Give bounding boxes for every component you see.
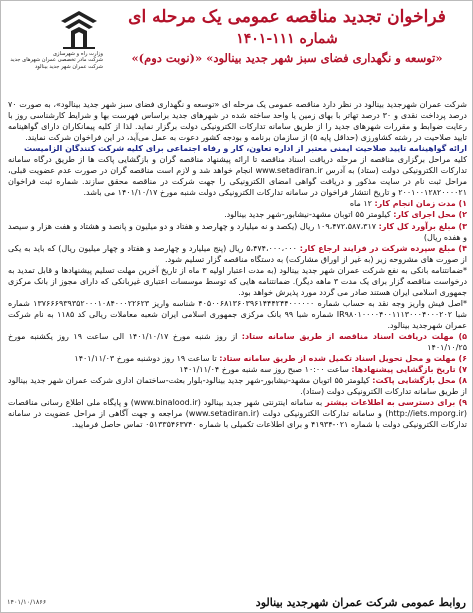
item-opening-place (8, 375, 467, 397)
signature: روابط عمومی شرکت عمران شهرجدید بینالود (255, 596, 466, 609)
item-text: ۱۲ ماه (349, 199, 375, 209)
item-submission-deadline (8, 353, 467, 364)
item-text: ساعت ۱۰:۰۰ صبح روز سه شنبه مورخ ۱۴۰۱/۱۱/۰۴ (179, 365, 352, 375)
item-label: ۴) مبلغ سپرده شرکت در فرایند ارجاع کار: (299, 243, 467, 253)
header (1, 1, 473, 99)
safety-notice: ارائه گواهینامه تایید صلاحیت ایمنی معتبر از اداره تعاون، کار و رفاه اجتماعی برای کلیه شرکت کنندگان الزامیست (23, 144, 467, 154)
item-bank-guarantee (8, 265, 467, 298)
title-block (105, 5, 469, 67)
item-label: ۱) مدت زمان انجام کار: (374, 199, 467, 209)
item-doc-deadline (8, 331, 467, 353)
item-text: *ضمانتنامه بانکی به نفع شرکت عمران شهر جدید بینالود (به مدت اعتبار اولیه ۳ ماه از تاریخ آخرین مهلت تسلیم پیشنهادها و قابل تمدید به درخواست مناقصه گزار برای یک مدت ۳ ماهه دیگر). ضمانتنامه هایی که توسط موسسات اعتباری غیربانکی که دارای مجوز از بانک مرکزی جمهوری اسلامی ایران هستند صادر می گردد مورد پذیرش خواهد بود. (8, 265, 468, 297)
item-label: ۹) برای دسترسی به اطلاعات بیشتر (325, 398, 467, 408)
item-estimate (8, 221, 467, 243)
item-cash-deposit (8, 298, 467, 331)
footer (1, 595, 473, 613)
item-label: ۷) تاریخ بازگشایی پیشنهادها: (351, 365, 467, 375)
publication-code: ۱۴۰۱/۱۰/۱۸۶۶ (7, 598, 47, 606)
intro-paragraph: شرکت عمران شهرجدید بینالود در نظر دارد مناقصه عمومی یک مرحله ای «توسعه و نگهداری فضای سبز شهر جدید بینالود»، به صورت ۷۰ درصد پرداخت نقدی و ۳۰ درصد تهاتر با بهای زمین یا واحد ساخته شده در شهرهای جدید براساس فهرست بها و شرایط کارشناسی روز با رعایت ضوابط و مقررات شهرهای جدید را از طریق سامانه تدارکات الکترونیکی دولت برگزار نماید. لذا از کلیه پیمانکاران دارای گواهینامه تایید صلاحیت در رشته کشاورزی (حداقل پایه ۵) از سازمان برنامه و بودجه کشور دعوت به عمل می‌آید، در این فراخوان شرکت نمایند. (8, 100, 467, 143)
item-opening-date (8, 364, 467, 375)
item-text: ۱۰۹،۴۷۲،۵۸۷،۳۱۷ ریال (یکصد و نه میلیارد و چهارصد و هفتاد و دو میلیون و پانصد و هشتاد و هفت هزار و سیصد و هفده ریال) (8, 221, 467, 242)
logo-emblem-icon (57, 7, 101, 51)
item-text: *اصل فیش واریز وجه نقد به حساب شماره ۴۰۵۰۰۶۸۱۳۶۰۳۹۶۱۴۴۴۲۴۴۰۰۰۰۰۰ شناسه واریز ۱۳۷۶۶۶۹۳۹۳۵۲۰۰۰۱۰۸۴۰۰۰۲۲۶۲۳ شماره شبا IR۹۸۰۱۰۰۰۰۴۰۰۱۱۱۳۰۰۰۴۰۰۰۲۰۲ شماره شبا ۹۹ بانک مرکزی جمهوری اسلامی ایران شعبه معاملات ریالی کد ۱۱۸۵ به نام شرکت عمران شهرجدید بینالود. (8, 298, 468, 330)
logo-text (7, 51, 103, 70)
item-label: ۲) محل اجرای کار: (393, 210, 467, 220)
item-text: از روز شنبه مورخ ۱۴۰۱/۱۰/۱۷ الی ساعت ۱۹ روز یکشنبه مورخ ۱۴۰۱/۱۰/۲۵ (8, 331, 467, 353)
item-text: به سامانه اینترنتی شهر جدید بینالود (www.binalood.ir) و پایگاه ملی اطلاع رسانی مناقصات (http://iets.mporg.ir) و سامانه تدارکات الکترونیکی دولت (www.setadiran.ir) مراجعه و جهت آگاهی از مراحل عضویت در سامانه تدارکات الکترونیکی دولت با شماره ۰۲۱-۴۱۹۳۴ و برای اطلاعات تکمیلی با شماره ۰۵۱۳۳۵۴۶۳۷۴۰ تماس حاصل فرمایید. (8, 398, 467, 430)
item-text: ۵،۴۷۴،۰۰۰،۰۰۰ ریال (پنج میلیارد و چهارصد و هفتاد و چهار میلیون ریال) که باید به یکی از صورت های مشروحه زیر (به غیر از اوراق مشارکت) به دستگاه مناقصه گزار تسلیم شود. (8, 243, 467, 264)
logo-line: شرکت مادر تخصصی عمران شهرهای جدید (10, 57, 103, 64)
company-logo (7, 5, 103, 95)
item-label: ۳) مبلغ برآورد کل کار: (378, 221, 467, 231)
logo-line: شرکت عمران شهر جدید بینالود (35, 63, 103, 70)
announcement-body (8, 99, 467, 430)
item-text: تا ساعت ۱۹ روز دوشنبه مورخ ۱۴۰۱/۱۱/۰۳ (74, 354, 220, 364)
logo-line: وزارت راه و شهرسازی (52, 51, 103, 57)
item-text: کیلومتر ۵۵ اتوبان مشهد-نیشابور-شهر جدید بینالود-بلوار بعثت-ساختمان اداری شرکت عمران شهر جدید بینالود از طریق سامانه تدارکات الکترونیکی دولت (ستاد). (8, 376, 467, 397)
process-paragraph: کلیه مراحل برگزاری مناقصه از مرحله دریافت اسناد مناقصه تا ارائه پیشنهاد مناقصه گران و بازگشایی پاکت ها از طریق درگاه سامانه تدارکات الکترونیکی دولت (ستاد) به آدرس www.setadiran.ir انجام خواهد شد و لازم است مناقصه گران در صورت عدم عضویت قبلی، مراحل ثبت نام در سایت مذکور و دریافت گواهی امضای الکترونیکی را جهت شرکت در مناقصه محقق سازند. شماره ثبت فراخوان ۲۰۰۱۰۰۱۲۸۲۰۰۰۰۲۱ و تاریخ انتشار فراخوان در سامانه تدارکات الکترونیکی دولت شنبه مورخ ۱۴۰۱/۱۰/۱۷ می باشد. (8, 155, 467, 198)
item-duration (8, 198, 467, 209)
item-more-info (8, 397, 467, 430)
item-location (8, 209, 467, 220)
item-label: ۸) محل بازگشایی پاکت: (372, 376, 467, 386)
item-label: ۵) مهلت دریافت اسناد مناقصه از طریق سامانه ستاد: (241, 331, 468, 341)
item-deposit (8, 243, 467, 265)
tender-number: شماره ۱۱۱-۱۴۰۱ (236, 31, 338, 47)
tender-subtitle: «توسعه و نگهداری فضای سبز شهر جدید بینالود» «(نوبت دوم)» (131, 51, 443, 65)
item-text: کیلومتر ۵۵ اتوبان مشهد-نیشابور-شهر جدید بینالود. (224, 210, 394, 220)
page-title: فراخوان تجدید مناقصه عمومی یک مرحله ای (128, 7, 446, 27)
item-label: ۶) مهلت و محل تحویل اسناد تکمیل شده از طریق سامانه ستاد: (219, 354, 467, 364)
